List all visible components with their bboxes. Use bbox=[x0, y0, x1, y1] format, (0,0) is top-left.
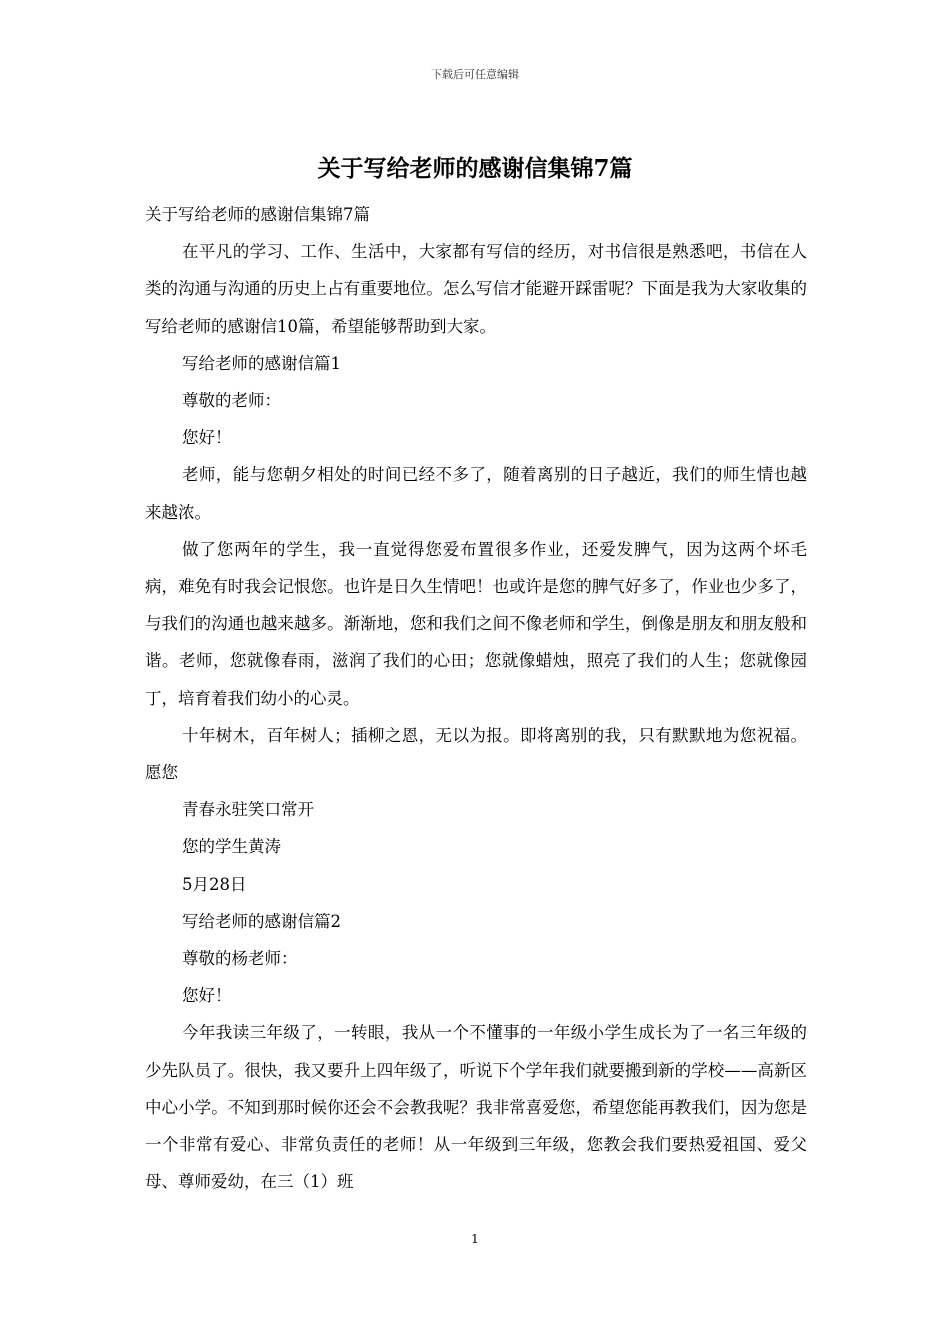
paragraph: 今年我读三年级了，一转眼，我从一个不懂事的一年级小学生成长为了一名三年级的少先队员了。很快，我又要升上四年级了，听说下个学年我们就要搬到新的学校——高新区中心小学。不知到那时候你还会不会教我呢？我非常喜爱您，希望您能再教我们，因为您是一个非常有爱心、非常负责任的老师！从一年级到三年级，您教会我们要热爱祖国、爱父母、尊师爱幼，在三（1）班 bbox=[145, 1023, 807, 1192]
page-number: 1 bbox=[471, 1232, 479, 1246]
section-heading: 写给老师的感谢信篇2 bbox=[182, 911, 341, 931]
paragraph: 在平凡的学习、工作、生活中，大家都有写信的经历，对书信很是熟悉吧，书信在人类的沟通与沟通的历史上占有重要地位。怎么写信才能避开踩雷呢？下面是我为大家收集的写给老师的感谢信10篇，希望能够帮助到大家。 bbox=[145, 242, 807, 336]
paragraph: 做了您两年的学生，我一直觉得您爱布置很多作业，还爱发脾气，因为这两个坏毛病，难免有时我会记恨您。也许是日久生情吧！也或许是您的脾气好多了，作业也少多了，与我们的沟通也越来越多。渐渐地，您和我们之间不像老师和学生，倒像是朋友和朋友般和谐。老师，您就像春雨，滋润了我们的心田；您就像蜡烛，照亮了我们的人生；您就像园丁，培育着我们幼小的心灵。 bbox=[145, 539, 807, 708]
greeting: 您好！ bbox=[182, 428, 232, 448]
closing-wish: 青春永驻笑口常开 bbox=[182, 800, 314, 820]
document-body bbox=[145, 196, 807, 1200]
paragraph: 十年树木，百年树人；插柳之恩，无以为报。即将离别的我，只有默默地为您祝福。愿您 bbox=[145, 725, 807, 783]
header-note: 下载后可任意编辑 bbox=[431, 68, 519, 81]
signature: 您的学生黄涛 bbox=[182, 837, 281, 857]
document-title: 关于写给老师的感谢信集锦7篇 bbox=[317, 155, 633, 182]
date: 5月28日 bbox=[182, 874, 247, 894]
subtitle-line: 关于写给老师的感谢信集锦7篇 bbox=[145, 205, 370, 224]
salutation: 尊敬的杨老师： bbox=[182, 949, 298, 969]
salutation: 尊敬的老师： bbox=[182, 391, 281, 411]
section-heading: 写给老师的感谢信篇1 bbox=[182, 353, 341, 373]
paragraph: 老师，能与您朝夕相处的时间已经不多了，随着离别的日子越近，我们的师生情也越来越浓。 bbox=[145, 465, 807, 522]
greeting: 您好！ bbox=[182, 986, 232, 1006]
